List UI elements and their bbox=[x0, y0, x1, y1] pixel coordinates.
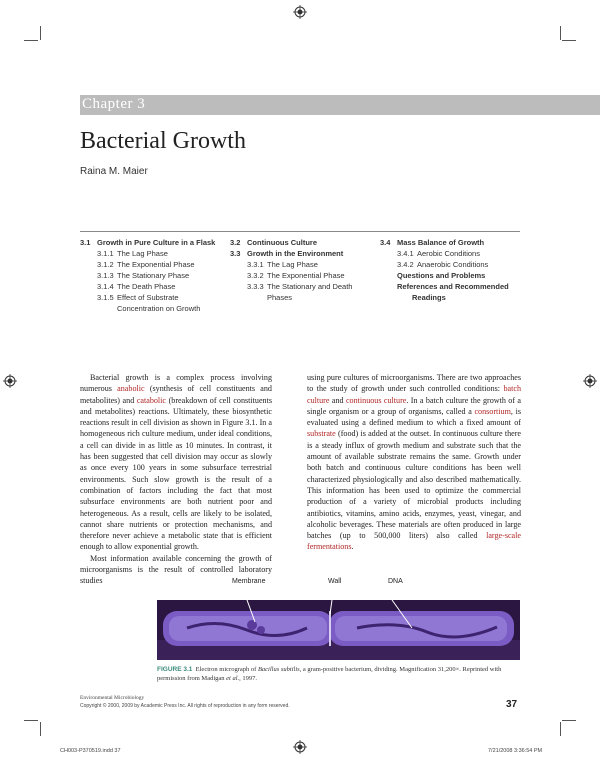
figure-tag: FIGURE 3.1 bbox=[157, 666, 193, 673]
body-paragraph: Bacterial growth is a complex process involving numerous anabolic (synthesis of cell constituents and metabolites) and catabolic (breakdown of cell constituents and metabolites) reactions. Ultimately, these biosynthetic reactions result in cell division as shown in Figure 3.1. In a homogeneous rich culture medium, under ideal conditions, a cell can divide in as little as 10 minutes. In contrast, it has been suggested that cell division may occur as slowly as once every 100 years in some subsurface terrestrial environments. Such slow growth is the result of a combination of factors including the fact that most subsurface environments are both nutrient poor and heterogeneous. As a result, cells are likely to be isolated, cannot share nutrients or protection mechanisms, and therefore never achieve a metabolic state that is efficient enough to allow exponential growth. bbox=[80, 373, 272, 552]
crop-mark bbox=[560, 722, 561, 736]
registration-mark-icon bbox=[583, 374, 597, 388]
body-column-left bbox=[80, 372, 272, 587]
toc-rule bbox=[80, 231, 520, 232]
toc-item: 3.4.2 Anaerobic Conditions bbox=[397, 260, 489, 269]
toc-heading: 3.3 Growth in the Environment bbox=[230, 249, 344, 258]
registration-mark-icon bbox=[3, 374, 17, 388]
toc-item: 3.1.1 The Lag Phase bbox=[97, 249, 168, 258]
toc-item: 3.1.2 The Exponential Phase bbox=[97, 260, 195, 269]
glossary-term: substrate bbox=[307, 429, 336, 439]
crop-mark bbox=[562, 40, 576, 41]
toc-item: 3.1.4 The Death Phase bbox=[97, 282, 176, 291]
body-column-right bbox=[307, 372, 521, 553]
glossary-term: anabolic bbox=[117, 384, 145, 394]
body-paragraph: Most information available concerning the growth of microorganisms is the result of controlled laboratory studies bbox=[80, 553, 272, 586]
crop-mark bbox=[40, 722, 41, 736]
toc-column-3 bbox=[380, 237, 525, 303]
crop-mark bbox=[24, 40, 38, 41]
toc-item: 3.3.1 The Lag Phase bbox=[247, 260, 318, 269]
author: Raina M. Maier bbox=[80, 166, 148, 177]
chapter-band bbox=[80, 95, 600, 115]
toc-heading: 3.4 Mass Balance of Growth bbox=[380, 238, 485, 247]
glossary-term: consortium bbox=[474, 406, 511, 416]
toc-item: 3.4.1 Aerobic Conditions bbox=[397, 249, 480, 258]
crop-mark bbox=[40, 26, 41, 40]
page-title: Bacterial Growth bbox=[80, 128, 246, 154]
bacterium-micrograph bbox=[157, 600, 520, 660]
slug-right: 7/21/2008 3:36:54 PM bbox=[488, 748, 543, 754]
book-title: Environmental Microbiology bbox=[80, 695, 145, 701]
toc-item: 3.3.3 The Stationary and Death bbox=[247, 282, 353, 291]
figure-label-wall: Wall bbox=[328, 578, 342, 585]
page-number: 37 bbox=[506, 699, 518, 710]
figure-caption: FIGURE 3.1 Electron micrograph of Bacillus subtilis, a gram-positive bacterium, dividing. Magnification 31,200×. Reprinted with permission from Madigan et al., 1997. bbox=[157, 666, 502, 682]
toc-heading: 3.2 Continuous Culture bbox=[230, 238, 317, 247]
crop-mark bbox=[562, 720, 576, 721]
glossary-term: large-scale fermentations bbox=[307, 531, 521, 552]
toc-column-2 bbox=[230, 237, 380, 303]
figure-label-membrane: Membrane bbox=[232, 578, 266, 585]
figure-micrograph bbox=[157, 600, 520, 660]
toc-item: 3.1.3 The Stationary Phase bbox=[97, 271, 190, 280]
toc-heading: Questions and Problems bbox=[397, 271, 486, 280]
registration-mark-icon bbox=[293, 740, 307, 754]
chapter-label: Chapter 3 bbox=[82, 96, 146, 112]
toc-heading: 3.1 Growth in Pure Culture in a Flask bbox=[80, 238, 216, 247]
toc-item: 3.1.5 Effect of Substrate bbox=[97, 293, 179, 302]
toc-heading-continued: Readings bbox=[412, 293, 446, 302]
figure-label-dna: DNA bbox=[388, 578, 403, 585]
copyright: Copyright © 2000, 2009 by Academic Press Inc. All rights of reproduction in any form reserved. bbox=[80, 703, 290, 709]
toc-column-1 bbox=[80, 237, 230, 314]
glossary-term: catabolic bbox=[136, 395, 167, 405]
toc-item-continued: Concentration on Growth bbox=[117, 304, 201, 313]
registration-mark-icon bbox=[293, 5, 307, 19]
toc-item: 3.3.2 The Exponential Phase bbox=[247, 271, 345, 280]
toc-item-continued: Phases bbox=[267, 293, 293, 302]
body-paragraph: using pure cultures of microorganisms. There are two approaches to the study of growth under such controlled conditions: batch culture and continuous culture. In a batch culture the growth of a single organism or a group of organisms, called a consortium, is evaluated using a defined medium to which a fixed amount of substrate (food) is added at the outset. In continuous culture there is a steady influx of growth medium and substrate such that the amount of available substrate remains the same. Growth under both batch and continuous culture conditions has been well characterized physiologically and also described mathematically. This information has been used to optimize the commercial production of a variety of microbial products including antibiotics, vitamins, amino acids, enzymes, yeast, vinegar, and alcoholic beverages. These materials are often produced in large batches (up to 500,000 liters) also called large-scale fermentations. bbox=[307, 373, 522, 552]
crop-mark bbox=[24, 720, 38, 721]
toc-heading: References and Recommended bbox=[397, 282, 509, 291]
glossary-term: batch culture bbox=[307, 384, 521, 405]
crop-mark bbox=[560, 26, 561, 40]
slug-left: CH003-P370519.indd 37 bbox=[60, 748, 121, 754]
glossary-term: continuous culture bbox=[345, 395, 407, 405]
